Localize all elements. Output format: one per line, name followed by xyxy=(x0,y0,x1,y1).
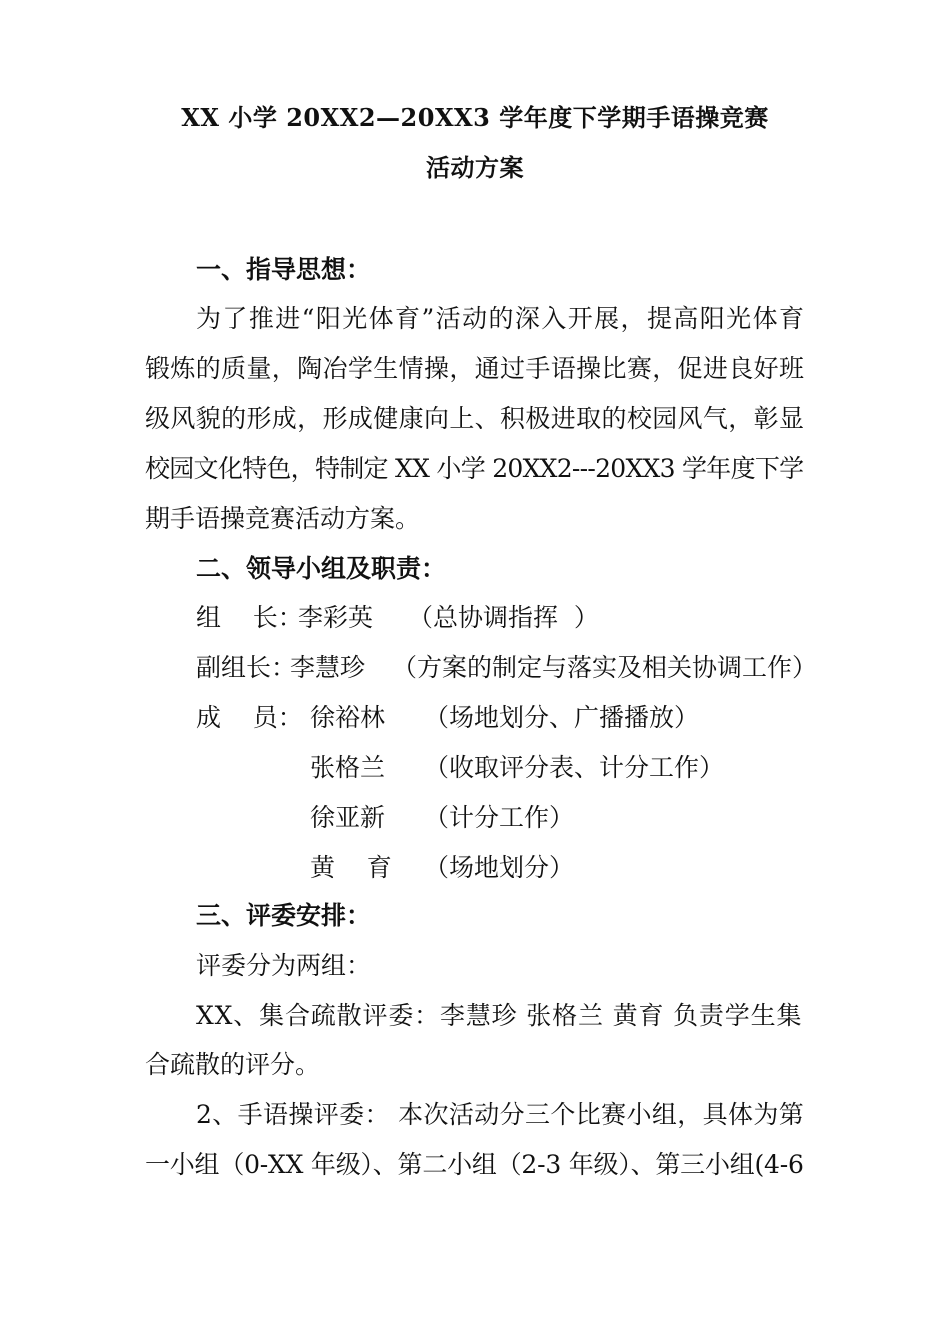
leader-label: 组 长： xyxy=(196,603,303,632)
section1-heading: 一、指导思想： xyxy=(196,255,372,284)
judge-item2-line: 一小组（0-XX 年级）、第二小组（2-3 年级）、第三小组(4-6 xyxy=(145,1150,804,1179)
section3-heading: 三、评委安排： xyxy=(196,901,372,930)
judge-item1-line: XX、集合疏散评委：李慧珍 张格兰 黄育 负责学生集 xyxy=(196,1001,803,1030)
section3-intro: 评委分为两组： xyxy=(196,951,372,980)
deputy-name: 李慧珍 xyxy=(290,653,366,682)
member-name: 张格兰 xyxy=(310,753,386,782)
document-subtitle: 活动方案 xyxy=(426,153,524,182)
section1-line: 校园文化特色，特制定 XX 小学 20XX2---20XX3 学年度下学 xyxy=(145,454,804,483)
member-duty: （场地划分） xyxy=(424,853,575,882)
section1-line: 级风貌的形成，形成健康向上、积极进取的校园风气，彰显 xyxy=(145,404,805,433)
member-name: 徐亚新 xyxy=(310,803,386,832)
judge-item2-line: 2、手语操评委： 本次活动分三个比赛小组，具体为第 xyxy=(196,1100,805,1129)
members-label: 成 员： xyxy=(196,703,303,732)
judge-item1-line: 合疏散的评分。 xyxy=(145,1050,321,1079)
member-name: 徐裕林 xyxy=(310,703,386,732)
section1-line: 为了推进“阳光体育”活动的深入开展，提高阳光体育 xyxy=(196,304,806,333)
section1-line: 锻炼的质量，陶冶学生情操，通过手语操比赛，促进良好班 xyxy=(145,354,805,383)
document-title: XX 小学 20XX2—20XX3 学年度下学期手语操竞赛 xyxy=(181,103,769,132)
member-duty: （计分工作） xyxy=(424,803,575,832)
member-name: 黄 育 xyxy=(310,853,392,882)
deputy-duty: （方案的制定与落实及相关协调工作） xyxy=(392,653,818,682)
member-duty: （收取评分表、计分工作） xyxy=(424,753,725,782)
deputy-label: 副组长： xyxy=(196,653,297,682)
section2-heading: 二、领导小组及职责： xyxy=(196,554,447,583)
member-duty: （场地划分、广播播放） xyxy=(424,703,700,732)
leader-duty: （总协调指挥 ） xyxy=(408,603,599,632)
section1-line: 期手语操竞赛活动方案。 xyxy=(145,504,421,533)
leader-name: 李彩英 xyxy=(298,603,374,632)
